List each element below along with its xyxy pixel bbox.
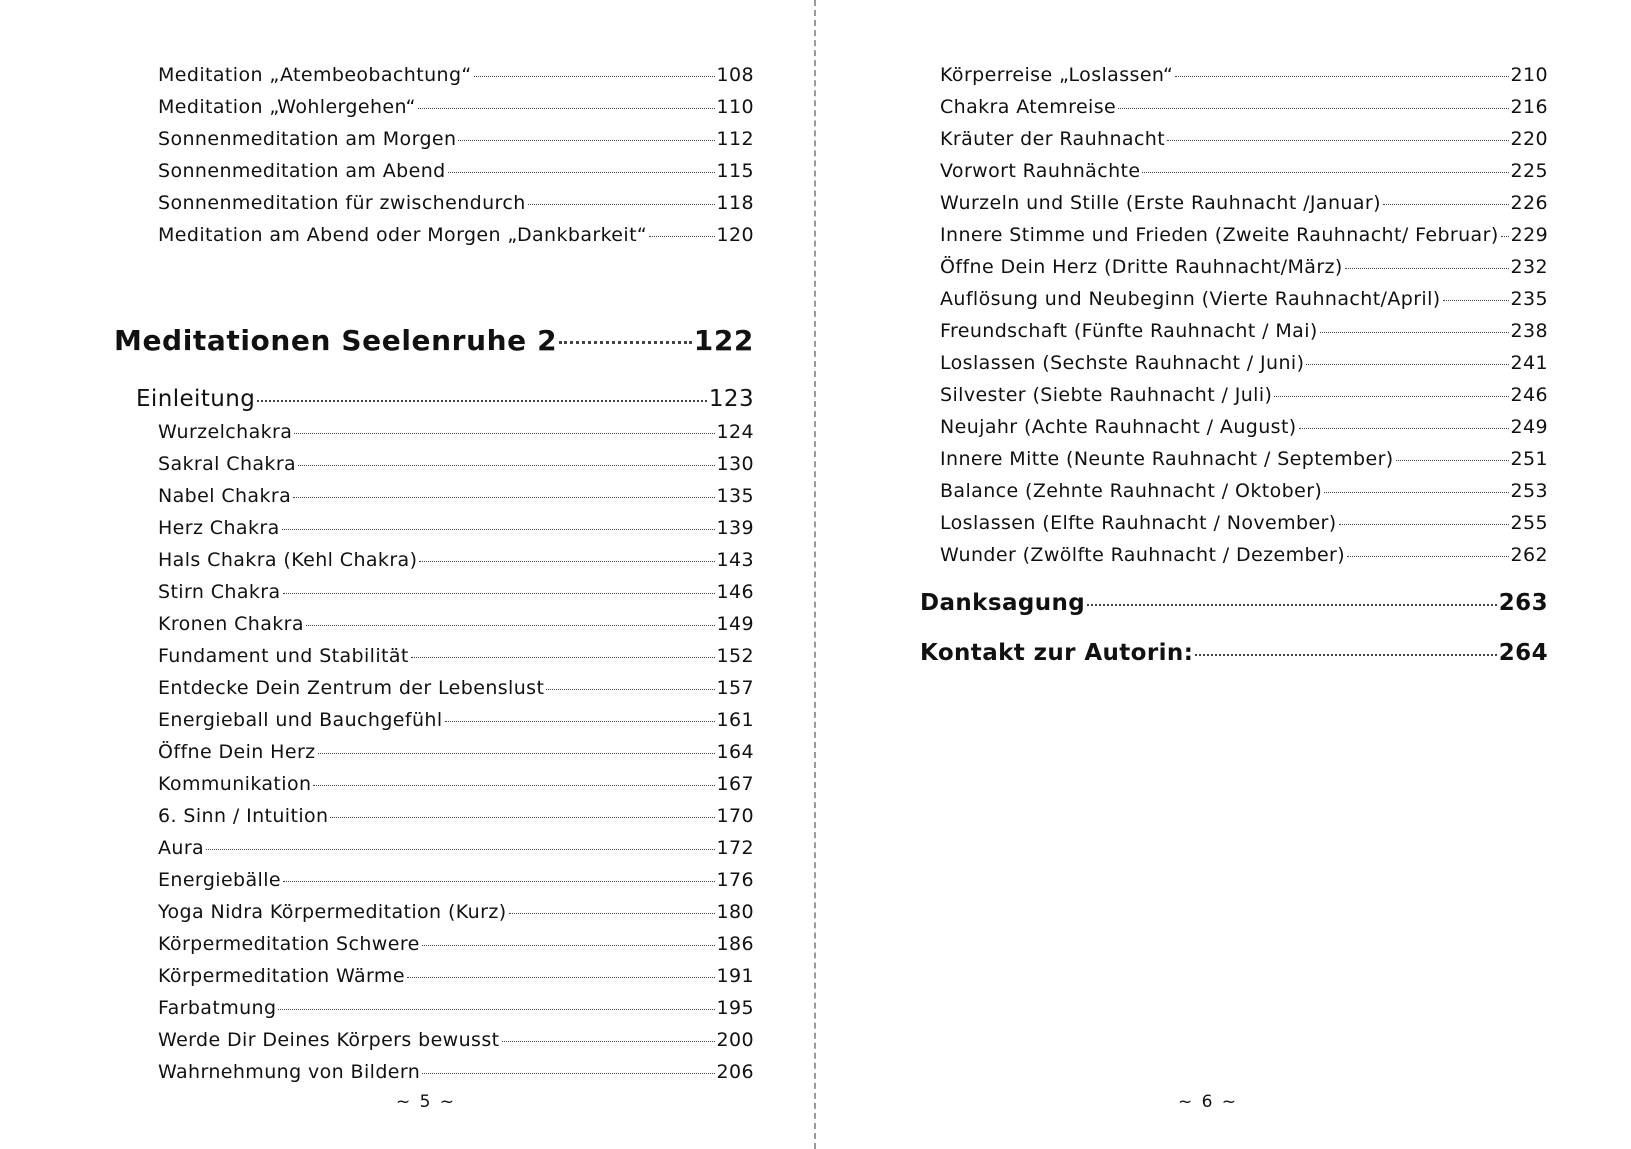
toc-entry-title: Meditation am Abend oder Morgen „Dankbarkeit“ — [158, 224, 648, 246]
toc-entry-title: Loslassen (Sechste Rauhnacht / Juni) — [940, 352, 1305, 374]
toc-entry[interactable] — [940, 256, 1548, 278]
page-number: ~ 5 ~ — [395, 1092, 457, 1112]
toc-entry[interactable] — [940, 512, 1548, 534]
toc-entry-title: Meditation „Atembeobachtung“ — [158, 64, 472, 86]
toc-entry-page: 262 — [1510, 544, 1548, 566]
toc-entry-title: Wurzelchakra — [158, 421, 293, 443]
toc-entry-title: Entdecke Dein Zentrum der Lebenslust — [158, 677, 545, 699]
toc-entry-page: 152 — [716, 645, 754, 667]
toc-entry-page: 206 — [716, 1061, 754, 1083]
dot-leader — [448, 172, 715, 173]
toc-entry[interactable] — [940, 448, 1548, 470]
toc-entry[interactable] — [158, 901, 754, 923]
toc-entry-title: Neujahr (Achte Rauhnacht / August) — [940, 416, 1297, 438]
toc-entry-title: Farbatmung — [158, 997, 277, 1019]
toc-entry-title: Sonnenmeditation am Morgen — [158, 128, 457, 150]
toc-entry-page: 195 — [716, 997, 754, 1019]
toc-entry[interactable] — [158, 96, 754, 118]
toc-entry-page: 110 — [716, 96, 754, 118]
toc-entry-page: 120 — [716, 224, 754, 246]
toc-entry-title: Meditation „Wohlergehen“ — [158, 96, 416, 118]
toc-entry-page: 135 — [716, 485, 754, 507]
toc-entry[interactable] — [940, 320, 1548, 342]
dot-leader — [649, 236, 714, 237]
toc-entry-title: Kommunikation — [158, 773, 312, 795]
toc-entry-title: Sakral Chakra — [158, 453, 297, 475]
toc-entry[interactable] — [158, 549, 754, 571]
toc-entry[interactable] — [158, 805, 754, 827]
toc-chapter-page: 122 — [693, 324, 754, 357]
dot-leader — [330, 817, 714, 818]
toc-entry-title: Sonnenmeditation für zwischendurch — [158, 192, 526, 214]
dot-leader — [1345, 268, 1509, 269]
dot-leader — [1443, 300, 1509, 301]
toc-entry-title: Loslassen (Elfte Rauhnacht / November) — [940, 512, 1337, 534]
toc-entry[interactable] — [158, 224, 754, 246]
toc-entry-title: Wunder (Zwölfte Rauhnacht / Dezember) — [940, 544, 1346, 566]
toc-entry[interactable] — [158, 709, 754, 731]
toc-entry[interactable] — [158, 581, 754, 603]
dot-leader — [298, 465, 714, 466]
toc-entry[interactable] — [158, 933, 754, 955]
toc-section-title: Einleitung — [136, 386, 256, 412]
toc-entry[interactable] — [158, 160, 754, 182]
toc-entry-page: 143 — [716, 549, 754, 571]
dot-leader — [502, 1041, 715, 1042]
dot-leader — [257, 400, 707, 402]
dot-leader — [546, 689, 714, 690]
toc-entry-page: 229 — [1510, 224, 1549, 246]
toc-entry-title: Innere Mitte (Neunte Rauhnacht / September) — [940, 448, 1394, 470]
dot-leader — [445, 721, 715, 722]
toc-entry-page: 176 — [716, 869, 754, 891]
toc-entry[interactable] — [158, 1029, 754, 1051]
dot-leader — [474, 76, 715, 77]
toc-entry-title: Freundschaft (Fünfte Rauhnacht / Mai) — [940, 320, 1318, 342]
toc-entry-page: 115 — [716, 160, 754, 182]
toc-entry[interactable] — [158, 64, 754, 86]
toc-entry-page: 118 — [716, 192, 754, 214]
toc-entry[interactable] — [158, 869, 754, 891]
toc-entry-page: 220 — [1510, 128, 1548, 150]
dot-leader — [422, 945, 715, 946]
toc-entry[interactable] — [158, 997, 754, 1019]
toc-entry-page: 161 — [716, 709, 754, 731]
toc-entry[interactable] — [158, 645, 754, 667]
dot-leader — [1324, 492, 1508, 493]
toc-entry-title: Kronen Chakra — [158, 613, 304, 635]
toc-entry-page: 238 — [1510, 320, 1548, 342]
toc-entry[interactable] — [158, 965, 754, 987]
dot-leader — [283, 881, 715, 882]
toc-entry-page: 172 — [716, 837, 754, 859]
toc-section[interactable] — [136, 386, 754, 412]
toc-entry[interactable] — [158, 1061, 754, 1083]
toc-entry-page: 186 — [716, 933, 754, 955]
toc-entry-title: Chakra Atemreise — [940, 96, 1117, 118]
page-number: ~ 6 ~ — [1177, 1092, 1239, 1112]
toc-entry-page: 249 — [1510, 416, 1548, 438]
toc-entry-title: Körpermeditation Wärme — [158, 965, 405, 987]
toc-entry-title: Körperreise „Loslassen“ — [940, 64, 1174, 86]
toc-entry-title: Werde Dir Deines Körpers bewusst — [158, 1029, 500, 1051]
dot-leader — [278, 1009, 714, 1010]
toc-entry-page: 164 — [716, 741, 754, 763]
toc-entry[interactable] — [940, 192, 1548, 214]
toc-entry-page: 149 — [716, 613, 754, 635]
dot-leader — [1274, 396, 1508, 397]
dot-leader — [1167, 140, 1508, 141]
toc-entry[interactable] — [158, 485, 754, 507]
dot-leader — [1383, 204, 1509, 205]
toc-entry-title: Körpermeditation Schwere — [158, 933, 420, 955]
toc-entry-title: Fundament und Stabilität — [158, 645, 409, 667]
toc-entry-page: 241 — [1510, 352, 1548, 374]
toc-section[interactable] — [920, 590, 1548, 616]
dot-leader — [1306, 364, 1508, 365]
toc-section-page: 123 — [708, 386, 754, 412]
toc-entry[interactable] — [158, 453, 754, 475]
dot-leader — [306, 625, 715, 626]
toc-entry-page: 225 — [1510, 160, 1548, 182]
toc-entry[interactable] — [940, 64, 1548, 86]
dot-leader — [419, 561, 714, 562]
toc-section-title: Kontakt zur Autorin: — [920, 640, 1194, 666]
toc-entry-title: Kräuter der Rauhnacht — [940, 128, 1166, 150]
toc-entry[interactable] — [158, 613, 754, 635]
toc-entry-title: Öffne Dein Herz (Dritte Rauhnacht/März) — [940, 256, 1343, 278]
toc-entry-page: 255 — [1510, 512, 1548, 534]
toc-entry-title: Hals Chakra (Kehl Chakra) — [158, 549, 418, 571]
toc-entry-page: 112 — [716, 128, 754, 150]
toc-entry-page: 157 — [716, 677, 754, 699]
toc-entry-title: Energieball und Bauchgefühl — [158, 709, 443, 731]
dot-leader — [509, 913, 715, 914]
toc-chapter[interactable] — [114, 324, 754, 357]
toc-entry-page: 180 — [716, 901, 754, 923]
toc-entry-page: 232 — [1510, 256, 1548, 278]
dot-leader — [1347, 556, 1508, 557]
dot-leader — [559, 341, 692, 344]
toc-entry-title: Herz Chakra — [158, 517, 280, 539]
toc-entry-page: 139 — [716, 517, 754, 539]
dot-leader — [528, 204, 715, 205]
dot-leader — [1396, 460, 1509, 461]
toc-entry[interactable] — [158, 677, 754, 699]
dot-leader — [458, 140, 714, 141]
toc-entry[interactable] — [940, 288, 1548, 310]
toc-section-page: 264 — [1498, 640, 1548, 666]
toc-entry-title: Wurzeln und Stille (Erste Rauhnacht /Januar) — [940, 192, 1381, 214]
toc-entry[interactable] — [158, 192, 754, 214]
toc-entry-page: 235 — [1510, 288, 1548, 310]
dot-leader — [1501, 236, 1509, 237]
toc-entry-page: 246 — [1510, 384, 1548, 406]
dot-leader — [1118, 108, 1508, 109]
toc-entry[interactable] — [158, 517, 754, 539]
dot-leader — [206, 849, 714, 850]
toc-entry-page: 210 — [1510, 64, 1548, 86]
dot-leader — [294, 433, 714, 434]
toc-entry-title: Wahrnehmung von Bildern — [158, 1061, 421, 1083]
toc-section-title: Danksagung — [920, 590, 1086, 616]
toc-section-page: 263 — [1498, 590, 1548, 616]
toc-entry[interactable] — [940, 96, 1548, 118]
toc-section[interactable] — [920, 640, 1548, 666]
toc-entry[interactable] — [940, 384, 1548, 406]
toc-entry-title: Aura — [158, 837, 205, 859]
toc-entry[interactable] — [940, 224, 1548, 246]
toc-entry-page: 251 — [1510, 448, 1548, 470]
right-page — [816, 0, 1631, 1149]
toc-entry[interactable] — [940, 160, 1548, 182]
toc-entry[interactable] — [158, 837, 754, 859]
dot-leader — [318, 753, 715, 754]
toc-entry-title: Balance (Zehnte Rauhnacht / Oktober) — [940, 480, 1323, 502]
dot-leader — [1320, 332, 1509, 333]
toc-entry-title: Energiebälle — [158, 869, 281, 891]
toc-entry-title: Sonnenmeditation am Abend — [158, 160, 446, 182]
toc-entry[interactable] — [158, 128, 754, 150]
toc-entry-page: 191 — [716, 965, 754, 987]
dot-leader — [313, 785, 714, 786]
dot-leader — [1087, 604, 1497, 606]
toc-entry[interactable] — [940, 480, 1548, 502]
toc-entry-title: Silvester (Siebte Rauhnacht / Juli) — [940, 384, 1273, 406]
dot-leader — [411, 657, 715, 658]
dot-leader — [283, 593, 715, 594]
dot-leader — [422, 1073, 714, 1074]
dot-leader — [1175, 76, 1508, 77]
left-page — [0, 0, 814, 1149]
toc-entry-page: 200 — [716, 1029, 754, 1051]
toc-entry-page: 130 — [716, 453, 754, 475]
dot-leader — [282, 529, 715, 530]
toc-entry-page: 146 — [716, 581, 754, 603]
toc-entry-title: Öffne Dein Herz — [158, 741, 316, 763]
toc-entry-page: 170 — [716, 805, 754, 827]
toc-entry-page: 216 — [1510, 96, 1548, 118]
toc-entry[interactable] — [940, 128, 1548, 150]
toc-entry[interactable] — [940, 352, 1548, 374]
toc-entry-title: Vorwort Rauhnächte — [940, 160, 1141, 182]
dot-leader — [1142, 172, 1508, 173]
dot-leader — [407, 977, 715, 978]
dot-leader — [1195, 654, 1496, 656]
dot-leader — [418, 108, 715, 109]
toc-entry-page: 108 — [716, 64, 754, 86]
toc-entry[interactable] — [158, 421, 754, 443]
toc-entry-page: 124 — [716, 421, 754, 443]
toc-entry-title: Auflösung und Neubeginn (Vierte Rauhnacht/April) — [940, 288, 1441, 310]
toc-chapter-title: Meditationen Seelenruhe 2 — [114, 324, 558, 357]
toc-entry-page: 226 — [1510, 192, 1548, 214]
toc-entry-title: Nabel Chakra — [158, 485, 292, 507]
toc-entry-title: Stirn Chakra — [158, 581, 281, 603]
toc-entry[interactable] — [158, 741, 754, 763]
toc-entry-title: 6. Sinn / Intuition — [158, 805, 329, 827]
toc-entry-page: 167 — [716, 773, 754, 795]
toc-entry-page: 253 — [1510, 480, 1548, 502]
toc-entry-title: Innere Stimme und Frieden (Zweite Rauhnacht/ Februar) — [940, 224, 1499, 246]
dot-leader — [1299, 428, 1509, 429]
toc-entry[interactable] — [158, 773, 754, 795]
dot-leader — [293, 497, 714, 498]
dot-leader — [1339, 524, 1509, 525]
toc-entry[interactable] — [940, 416, 1548, 438]
toc-entry-title: Yoga Nidra Körpermeditation (Kurz) — [158, 901, 507, 923]
toc-entry[interactable] — [940, 544, 1548, 566]
